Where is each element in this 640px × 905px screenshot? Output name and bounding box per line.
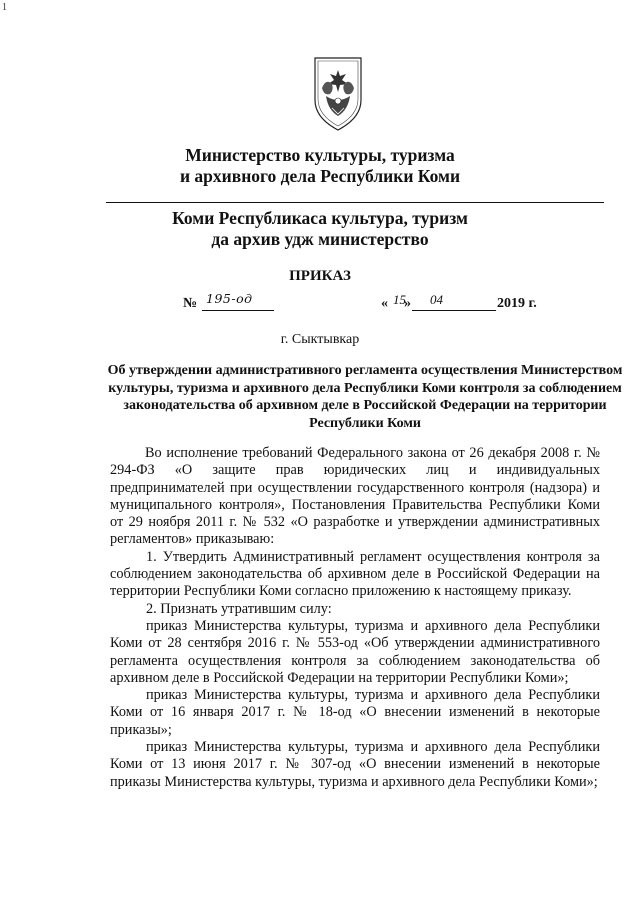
date-close-quote: » xyxy=(404,296,411,311)
order-number: 195-од xyxy=(206,291,253,306)
number-underline xyxy=(202,310,274,311)
repealed-order-item: приказ Министерства культуры, туризма и архивного дела Республики Коми от 16 января 2017 г. № 18-од «О внесении изменений в некоторые приказы»; xyxy=(110,687,600,738)
registration-mark: 1 xyxy=(2,2,7,13)
coat-of-arms-emblem xyxy=(312,56,364,132)
heading-line: Министерство культуры, туризма xyxy=(185,145,455,165)
heading-line: да архив удж министерство xyxy=(211,229,429,249)
ministry-heading-komi xyxy=(0,208,640,250)
date-year: 2019 г. xyxy=(497,296,537,311)
date-open-quote: « xyxy=(381,296,388,311)
heading-line: и архивного дела Республики Коми xyxy=(179,166,461,186)
heading-divider xyxy=(106,202,604,203)
heading-line: Коми Республикаса культура, туризм xyxy=(172,208,468,228)
date-day: 15 xyxy=(393,292,406,307)
date-underline xyxy=(412,310,496,311)
preamble-paragraph: Во исполнение требований Федерального закона от 26 декабря 2008 г. № 294-ФЗ «О защите прав юридических лиц и индивидуальных предпринимателей при осуществлении государственного контроля (надзора) и муниципального контроля», Постановления Правительства Республики Коми от 29 ноября 2011 г. № 532 «О разработке и утверждении административных регламентов» приказываю: xyxy=(110,445,600,548)
number-label: № xyxy=(183,296,198,311)
order-body xyxy=(110,445,600,791)
order-subject: Об утверждении административного регламента осуществления Министерством культуры, туризма и архивного дела Республики Коми контроля за соблюдением законодательства об архивном деле в Российской Федерации на территории Республики Коми xyxy=(107,363,623,431)
date-month: 04 xyxy=(430,292,443,307)
document-type: ПРИКАЗ xyxy=(289,268,351,284)
clause-paragraph: 2. Признать утратившим силу: xyxy=(146,600,332,617)
repealed-order-item: приказ Министерства культуры, туризма и архивного дела Республики Коми от 28 сентября 2016 г. № 553-од «Об утверждении административного регламента осуществления контроля за соблюдением законодательства об архивном деле в Российской Федерации на территории Республики Коми»; xyxy=(110,617,600,686)
repealed-order-item: приказ Министерства культуры, туризма и архивного дела Республики Коми от 13 июня 2017 г. № 307-од «О внесении изменений в некоторые приказы Министерства культуры, туризма и архивного дела Республики Коми»; xyxy=(110,739,600,790)
city: г. Сыктывкар xyxy=(280,332,360,347)
clause-paragraph: 1. Утвердить Административный регламент осуществления контроля за соблюдением законодательства об архивном деле в Российской Федерации на территории Республики Коми согласно приложению к настоящему приказу. xyxy=(110,548,600,600)
ministry-heading-russian xyxy=(0,145,640,187)
